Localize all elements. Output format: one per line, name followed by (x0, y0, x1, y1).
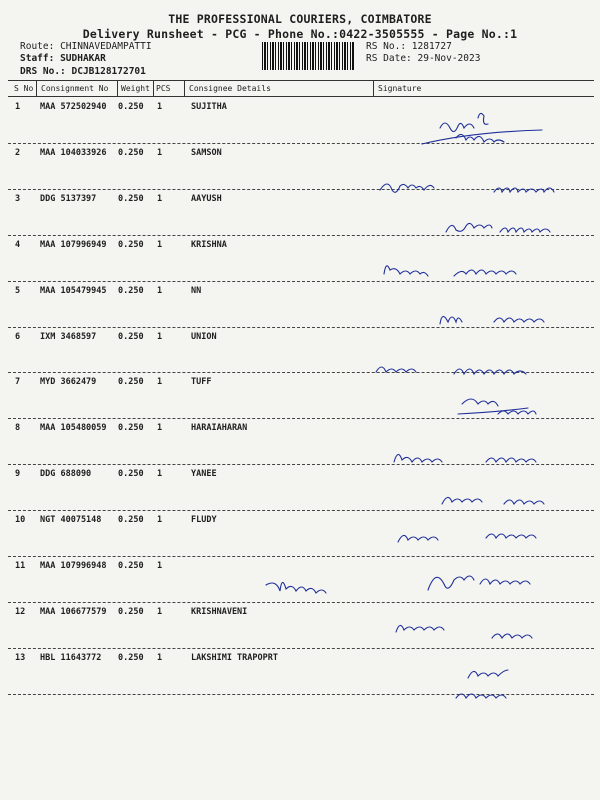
cell-consignee: UNION (191, 331, 217, 342)
column-divider (36, 81, 37, 96)
cell-consignment-no: MAA 572502940 (40, 102, 107, 112)
cell-consignee: TUFF (191, 377, 212, 388)
rs-date-label: RS Date: (366, 53, 412, 64)
signature-row-1 (422, 113, 542, 144)
cell-pcs: 1 (157, 102, 163, 112)
col-header-consignee: Consignee Details (189, 84, 271, 93)
cell-sno: 4 (15, 239, 21, 250)
cell-consignment-no: IXM 3468597 (40, 331, 97, 342)
signature-row-9 (442, 497, 544, 504)
cell-consignee: SUJITHA (191, 102, 227, 112)
runsheet-subtitle: Delivery Runsheet - PCG - Phone No.:0422-3505555 - Page No.:1 (82, 27, 518, 41)
cell-weight: 0.250 (118, 652, 144, 663)
cell-consignment-no: MAA 105480059 (40, 423, 107, 434)
cell-consignee: AAYUSH (191, 193, 222, 204)
cell-sno: 11 (15, 561, 26, 571)
cell-sno: 8 (15, 423, 21, 434)
column-divider (184, 81, 185, 96)
table-header-rule (8, 96, 594, 97)
cell-sno: 6 (15, 331, 21, 342)
drs-value: DCJB128172701 (71, 66, 146, 77)
cell-sno: 12 (15, 606, 26, 617)
signature-row-13 (456, 670, 508, 698)
cell-pcs: 1 (157, 239, 163, 250)
signature-row-7 (458, 399, 536, 414)
cell-weight: 0.250 (118, 147, 144, 158)
cell-weight: 0.250 (118, 515, 144, 526)
signature-area (370, 98, 596, 728)
cell-pcs: 1 (157, 423, 163, 434)
signature-row-2 (380, 184, 554, 192)
cell-consignee: YANEE (191, 469, 217, 480)
column-divider (153, 81, 154, 96)
cell-consignment-no: MYD 3662479 (40, 377, 97, 388)
cell-consignment-no: MAA 104033926 (40, 147, 107, 158)
cell-consignee: HARAIAHARAN (191, 423, 248, 434)
cell-pcs: 1 (157, 285, 163, 296)
cell-consignment-no: DDG 688090 (40, 469, 92, 480)
cell-sno: 7 (15, 377, 21, 388)
drs-label: DRS No.: (20, 66, 66, 77)
col-header-consignment: Consignment No (41, 84, 109, 93)
cell-consignee: KRISHNA (191, 239, 227, 250)
cell-pcs: 1 (157, 331, 163, 342)
cell-weight: 0.250 (118, 331, 144, 342)
route-label: Route: (20, 41, 55, 52)
route-line (20, 41, 152, 52)
staff-label: Staff: (20, 53, 55, 64)
cell-consignee: FLUDY (191, 515, 217, 526)
cell-consignee: NN (191, 285, 202, 296)
cell-weight: 0.250 (118, 377, 144, 388)
cell-sno: 5 (15, 285, 21, 296)
cell-consignment-no: HBL 11643772 (40, 652, 102, 663)
cell-consignee: SAMSON (191, 147, 222, 158)
col-header-weight: Weight (121, 84, 150, 93)
cell-consignment-no: MAA 106677579 (40, 606, 107, 617)
column-divider (373, 81, 374, 96)
cell-sno: 2 (15, 147, 21, 158)
cell-consignee: LAKSHIMI TRAPOPRT (191, 652, 278, 663)
signature-row-12 (396, 625, 532, 638)
cell-weight: 0.250 (118, 606, 144, 617)
rs-no-line (366, 41, 452, 52)
drs-line (20, 66, 146, 77)
cell-pcs: 1 (157, 561, 163, 571)
signature-row-3 (446, 223, 550, 232)
signature-row-11 (428, 576, 530, 590)
table-top-rule (8, 80, 594, 81)
staff-line (20, 53, 106, 64)
cell-pcs: 1 (157, 515, 163, 526)
col-header-pcs: PCS (156, 84, 171, 93)
column-divider (117, 81, 118, 96)
cell-consignment-no: MAA 107996948 (40, 561, 107, 571)
rs-date-value: 29-Nov-2023 (417, 53, 481, 64)
rs-date-line (366, 53, 480, 64)
cell-pcs: 1 (157, 652, 163, 663)
cell-sno: 3 (15, 193, 21, 204)
company-title: THE PROFESSIONAL COURIERS, COIMBATORE (168, 12, 432, 26)
route-value: CHINNAVEDAMPATTI (60, 41, 152, 52)
cell-weight: 0.250 (118, 561, 144, 571)
signature-row-8 (394, 454, 536, 462)
cell-consignment-no: MAA 105479945 (40, 285, 107, 296)
stray-signature-row-11 (262, 565, 334, 605)
cell-consignee: KRISHNAVENI (191, 606, 248, 617)
rs-no-label: RS No.: (366, 41, 407, 52)
cell-weight: 0.250 (118, 469, 144, 480)
cell-consignment-no: DDG 5137397 (40, 193, 97, 204)
signature-row-10 (398, 534, 536, 542)
cell-sno: 13 (15, 652, 26, 663)
cell-weight: 0.250 (118, 285, 144, 296)
cell-sno: 1 (15, 102, 21, 112)
cell-pcs: 1 (157, 377, 163, 388)
cell-weight: 0.250 (118, 102, 144, 112)
cell-sno: 10 (15, 515, 26, 526)
cell-weight: 0.250 (118, 239, 144, 250)
cell-pcs: 1 (157, 606, 163, 617)
rs-no-value: 1281727 (411, 41, 452, 52)
signature-row-4 (384, 266, 516, 276)
cell-pcs: 1 (157, 469, 163, 480)
col-header-sno: S No (14, 84, 34, 93)
barcode-image (262, 42, 354, 70)
signature-row-5 (440, 316, 544, 324)
cell-pcs: 1 (157, 147, 163, 158)
staff-value: SUDHAKAR (60, 53, 106, 64)
signature-row-6 (376, 367, 526, 374)
cell-consignment-no: MAA 107996949 (40, 239, 107, 250)
cell-weight: 0.250 (118, 193, 144, 204)
cell-pcs: 1 (157, 193, 163, 204)
cell-consignment-no: NGT 40075148 (40, 515, 102, 526)
cell-weight: 0.250 (118, 423, 144, 434)
col-header-signature: Signature (378, 84, 422, 93)
cell-sno: 9 (15, 469, 21, 480)
